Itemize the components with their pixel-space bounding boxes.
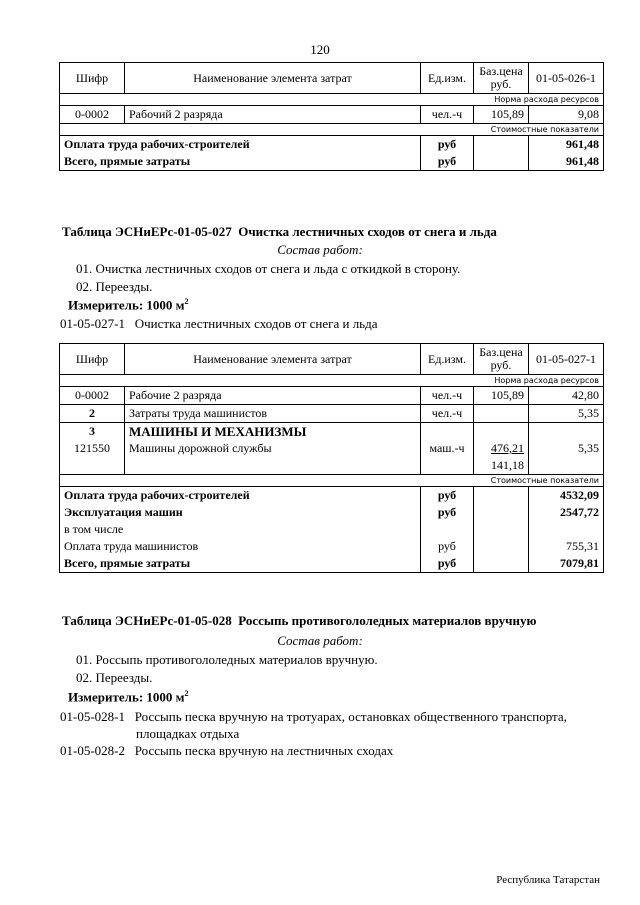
table-row: Эксплуатация машин руб 2547,72	[60, 504, 604, 521]
col-code-header: Шифр	[60, 344, 125, 375]
table-row: Оплата труда рабочих-строителей руб 4532,09	[60, 487, 604, 505]
table-title-028: Таблица ЭСНиЕРс-01-05-028 Россыпь противогололедных материалов вручную	[62, 613, 537, 628]
norm-item: 01-05-027-1 Очистка лестничных сходов от снега и льда	[60, 316, 378, 331]
table-row: 0-0002 Рабочий 2 разряда чел.-ч 105,89 9,08	[60, 106, 604, 124]
col-code-header: Шифр	[60, 63, 125, 94]
norm-item-continuation: площадках отдыха	[136, 726, 240, 741]
col-unit-header: Ед.изм.	[421, 63, 474, 94]
measure-unit: Измеритель: 1000 $м^2$	[68, 689, 189, 705]
table-row: Всего, прямые затраты руб 961,48	[60, 153, 604, 171]
work-item: 02. Переезды.	[76, 670, 153, 685]
band-cost: Стоимостные показатели	[60, 124, 604, 136]
measure-unit: Измеритель: 1000 $м^2$	[68, 297, 189, 313]
table-row: в том числе	[60, 521, 604, 538]
table-row: 2 Затраты труда машинистов чел.-ч 5,35	[60, 405, 604, 423]
col-name-header: Наименование элемента затрат	[125, 344, 421, 375]
band-cost: Стоимостные показатели	[60, 475, 604, 487]
norm-item: 01-05-028-2 Россыпь песка вручную на лестничных сходах	[60, 743, 394, 758]
col-price-header: Баз.цена руб.	[474, 63, 529, 94]
work-composition-label: Состав работ:	[277, 633, 363, 648]
work-composition-label: Состав работ:	[277, 242, 363, 257]
table-row: 3 МАШИНЫ И МЕХАНИЗМЫ	[60, 423, 604, 441]
work-item: 02. Переезды.	[76, 279, 153, 294]
footer-region: Республика Татарстан	[496, 874, 600, 886]
table-row: 141,18	[60, 457, 604, 475]
resource-table-027	[59, 343, 604, 573]
table-row: 0-0002 Рабочие 2 разряда чел.-ч 105,89 42,80	[60, 387, 604, 405]
table-id: 01-05-026-1	[529, 63, 604, 94]
resource-table-026	[59, 62, 604, 171]
table-row: Оплата труда рабочих-строителей руб 961,48	[60, 136, 604, 154]
band-norm: Норма расхода ресурсов	[60, 375, 604, 387]
page-number: 120	[310, 42, 330, 57]
table-row: Оплата труда машинистов руб 755,31	[60, 538, 604, 555]
table-row: 121550 Машины дорожной службы маш.-ч 476,21 5,35	[60, 440, 604, 457]
col-unit-header: Ед.изм.	[421, 344, 474, 375]
band-norm: Норма расхода ресурсов	[60, 94, 604, 106]
table-row: Всего, прямые затраты руб 7079,81	[60, 555, 604, 573]
col-name-header: Наименование элемента затрат	[125, 63, 421, 94]
col-price-header: Баз.цена руб.	[474, 344, 529, 375]
work-item: 01. Очистка лестничных сходов от снега и льда с откидкой в сторону.	[76, 261, 461, 276]
norm-item: 01-05-028-1 Россыпь песка вручную на тротуарах, остановках общественного транспорта,	[60, 709, 567, 724]
table-title-027: Таблица ЭСНиЕРс-01-05-027 Очистка лестничных сходов от снега и льда	[62, 224, 497, 239]
work-item: 01. Россыпь противогололедных материалов вручную.	[76, 652, 378, 667]
table-id: 01-05-027-1	[529, 344, 604, 375]
